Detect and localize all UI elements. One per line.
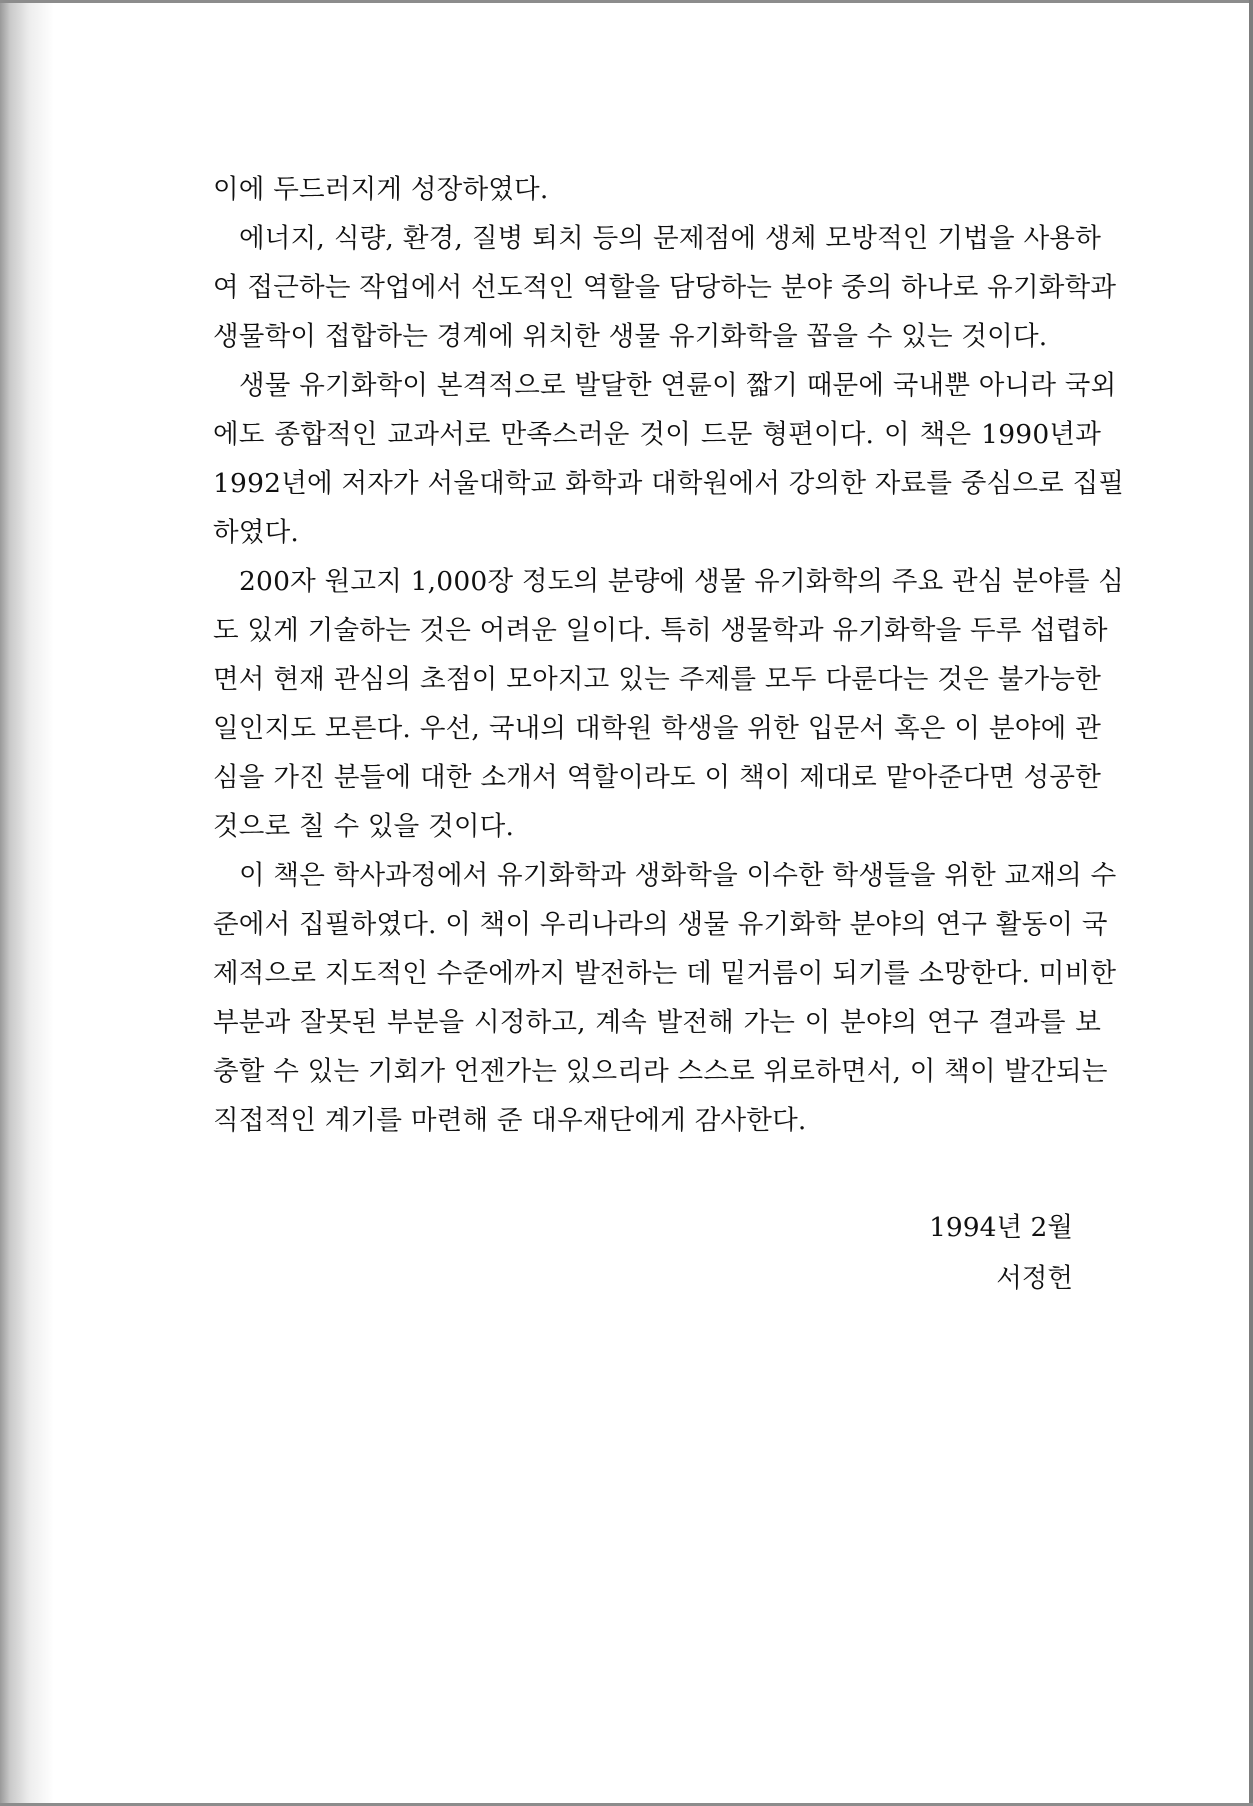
text-line: 준에서 집필하였다. 이 책이 우리나라의 생물 유기화학 분야의 연구 활동이 국 bbox=[213, 909, 1108, 940]
page-edge-right bbox=[1249, 0, 1253, 1806]
text-line: 것으로 칠 수 있을 것이다. bbox=[213, 811, 515, 842]
signature-block bbox=[929, 1202, 1073, 1304]
text-line: 1992년에 저자가 서울대학교 화학과 대학원에서 강의한 자료를 중심으로 집필 bbox=[213, 468, 1125, 499]
signature-author: 서정헌 bbox=[996, 1263, 1073, 1294]
text-line: 일인지도 모른다. 우선, 국내의 대학원 학생을 위한 입문서 혹은 이 분야에 관 bbox=[213, 713, 1101, 744]
text-line: 생물 유기화학이 본격적으로 발달한 연륜이 짧기 때문에 국내뿐 아니라 국외 bbox=[239, 370, 1117, 401]
text-line: 생물학이 접합하는 경계에 위치한 생물 유기화학을 꼽을 수 있는 것이다. bbox=[213, 321, 1048, 352]
text-line: 에도 종합적인 교과서로 만족스러운 것이 드문 형편이다. 이 책은 1990년과 bbox=[213, 419, 1101, 450]
text-line: 200자 원고지 1,000장 정도의 분량에 생물 유기화학의 주요 관심 분야를 심 bbox=[239, 566, 1125, 597]
signature-date: 1994년 2월 bbox=[929, 1212, 1073, 1243]
text-line: 충할 수 있는 기회가 언젠가는 있으리라 스스로 위로하면서, 이 책이 발간되는 bbox=[213, 1056, 1108, 1087]
text-line: 에너지, 식량, 환경, 질병 퇴치 등의 문제점에 생체 모방적인 기법을 사용하 bbox=[239, 223, 1101, 254]
text-line: 직접적인 계기를 마련해 준 대우재단에게 감사한다. bbox=[213, 1105, 807, 1136]
text-line: 여 접근하는 작업에서 선도적인 역할을 담당하는 분야 중의 하나로 유기화학과 bbox=[213, 272, 1117, 303]
text-line: 하였다. bbox=[213, 517, 300, 548]
text-line: 심을 가진 분들에 대한 소개서 역할이라도 이 책이 제대로 맡아준다면 성공한 bbox=[213, 762, 1101, 793]
preface-body bbox=[213, 165, 1125, 1145]
text-line: 부분과 잘못된 부분을 시정하고, 계속 발전해 가는 이 분야의 연구 결과를 보 bbox=[213, 1007, 1101, 1038]
page-edge-top bbox=[0, 0, 1253, 3]
text-line: 도 있게 기술하는 것은 어려운 일이다. 특히 생물학과 유기화학을 두루 섭렵하 bbox=[213, 615, 1108, 646]
text-line: 이에 두드러지게 성장하였다. bbox=[213, 174, 549, 205]
text-line: 면서 현재 관심의 초점이 모아지고 있는 주제를 모두 다룬다는 것은 불가능한 bbox=[213, 664, 1101, 695]
scan-shadow bbox=[0, 0, 54, 1806]
text-line: 이 책은 학사과정에서 유기화학과 생화학을 이수한 학생들을 위한 교재의 수 bbox=[239, 860, 1117, 891]
text-line: 제적으로 지도적인 수준에까지 발전하는 데 밑거름이 되기를 소망한다. 미비한 bbox=[213, 958, 1117, 989]
